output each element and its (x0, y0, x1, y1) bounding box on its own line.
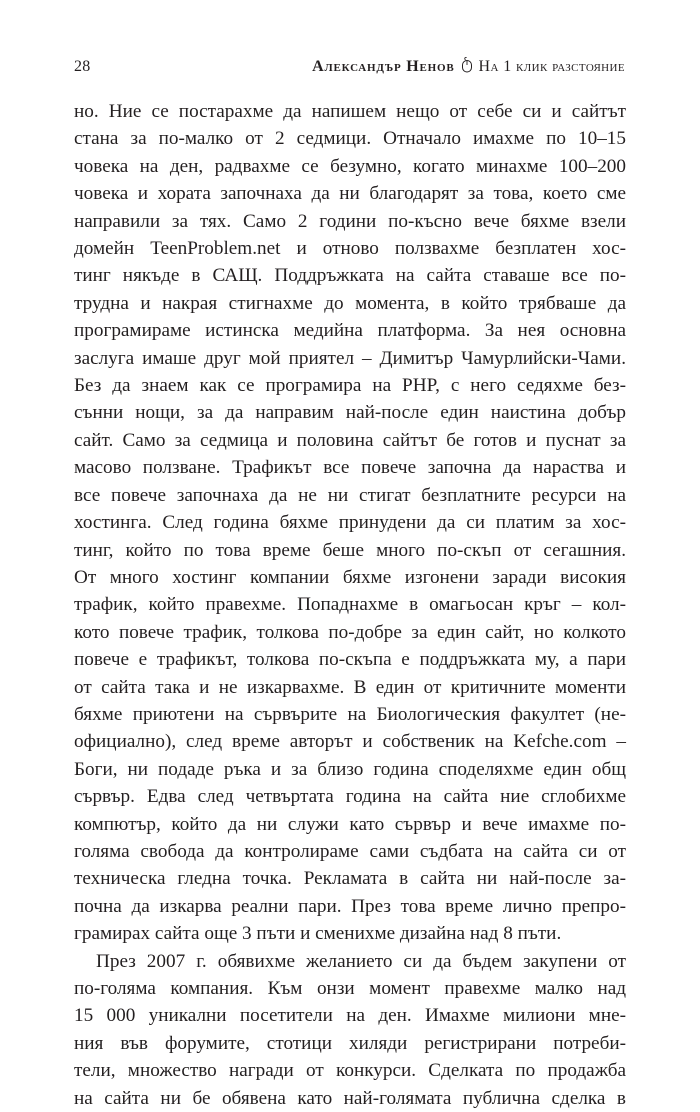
text-line: официално), след време авторът и собственик на Kefche.com – (74, 731, 626, 753)
text-line: почна да изкарва реални пари. През това време лично препро- (74, 895, 626, 917)
text-line: ния във форумите, стотици хиляди регистрирани потреби- (74, 1032, 626, 1054)
text-line: Боги, ни подаде ръка и за близо година споделяхме един общ (74, 758, 626, 780)
running-header (74, 55, 625, 79)
mouse-icon (461, 57, 473, 73)
text-line: заслуга имаше друг мой приятел – Димитър Чамурлийски-Чами. (74, 347, 626, 369)
text-line: повече е трафикът, толкова по-скъпа е поддръжката му, а пари (74, 649, 626, 671)
text-line: трудна и накрая стигнахме до момента, в който трябваше да (74, 292, 626, 314)
paragraph-start-line: През 2007 г. обявихме желанието си да бъдем закупени от (96, 950, 626, 972)
text-line: но. Ние се постарахме да напишем нещо от себе си и сайтът (74, 101, 626, 122)
header-title: На 1 клик разстояние (478, 58, 625, 75)
text-line: направили за тях. Само 2 години по-късно вече бяхме взели (74, 210, 626, 232)
text-line: по-голяма компания. Към онзи момент правехме малко над (74, 978, 626, 999)
text-line: човека на ден, радвахме се безумно, когато минахме 100–200 (74, 155, 626, 177)
text-line: кото повече трафик, толкова по-добре за един сайт, но колкото (74, 621, 626, 643)
text-line: От много хостинг компании бяхме изгонени заради високия (74, 566, 626, 588)
text-line: хостинга. След година бяхме принудени да си платим за хос- (74, 512, 626, 534)
text-line: човека и хората започнаха да ни благодарят за това, което сме (74, 183, 626, 205)
text-line: сайт. Само за седмица и половина сайтът бе готов и пуснат за (74, 429, 626, 451)
text-line: бяхме приютени на сървърите на Биологическия факултет (не- (74, 703, 626, 725)
text-line: тели, множество награди от конкурси. Сделката по продажба (74, 1060, 626, 1082)
page-number: 28 (74, 58, 91, 75)
text-line: сънни нощи, за да направим най-после един наистина добър (74, 402, 626, 424)
running-title (312, 55, 625, 76)
text-line: на сайта ни бе обявена като най-голямата публична сделка в (74, 1087, 626, 1109)
text-line: Без да знаем как се програмира на PHP, с него седяхме без- (74, 375, 626, 397)
text-line: от сайта така и не изкарвахме. В един от критичните моменти (74, 676, 626, 698)
text-line: трафик, който правехме. Попаднахме в омагьосан кръг – кол- (74, 594, 626, 616)
paragraph-end-line: грамирах сайта още 3 пъти и сменихме дизайна над 8 пъти. (74, 923, 562, 945)
text-line: масово ползване. Трафикът все повече започна да нараства и (74, 457, 626, 479)
text-line: стана за по-малко от 2 седмици. Отначало имахме по 10–15 (74, 128, 626, 150)
body-text (74, 98, 626, 1112)
text-line: сървър. Едва след четвъртата година на сайта ние сглобихме (74, 786, 626, 808)
text-line: техническа гледна точка. Рекламата в сайта ни най-после за- (74, 868, 626, 890)
text-line: програмираме истинска медийна платформа. За нея основна (74, 320, 626, 342)
text-line: 15 000 уникални посетители на ден. Имахме милиони мне- (74, 1005, 626, 1027)
text-line: все повече започнаха да не ни стигат безплатните ресурси на (74, 484, 626, 506)
header-author: Александър Ненов (312, 58, 455, 75)
text-line: домейн TeenProblem.net и отново ползвахме безплатен хос- (74, 238, 626, 260)
text-line: тинг, който по това време беше много по-скъп от сегашния. (74, 539, 626, 561)
text-line: компютър, който да ни служи като сървър и вече имахме по- (74, 813, 626, 835)
text-line: тинг някъде в САЩ. Поддръжката на сайта ставаше все по- (74, 265, 626, 287)
text-line: голяма свобода да контролираме сами съдбата на сайта си от (74, 840, 626, 862)
